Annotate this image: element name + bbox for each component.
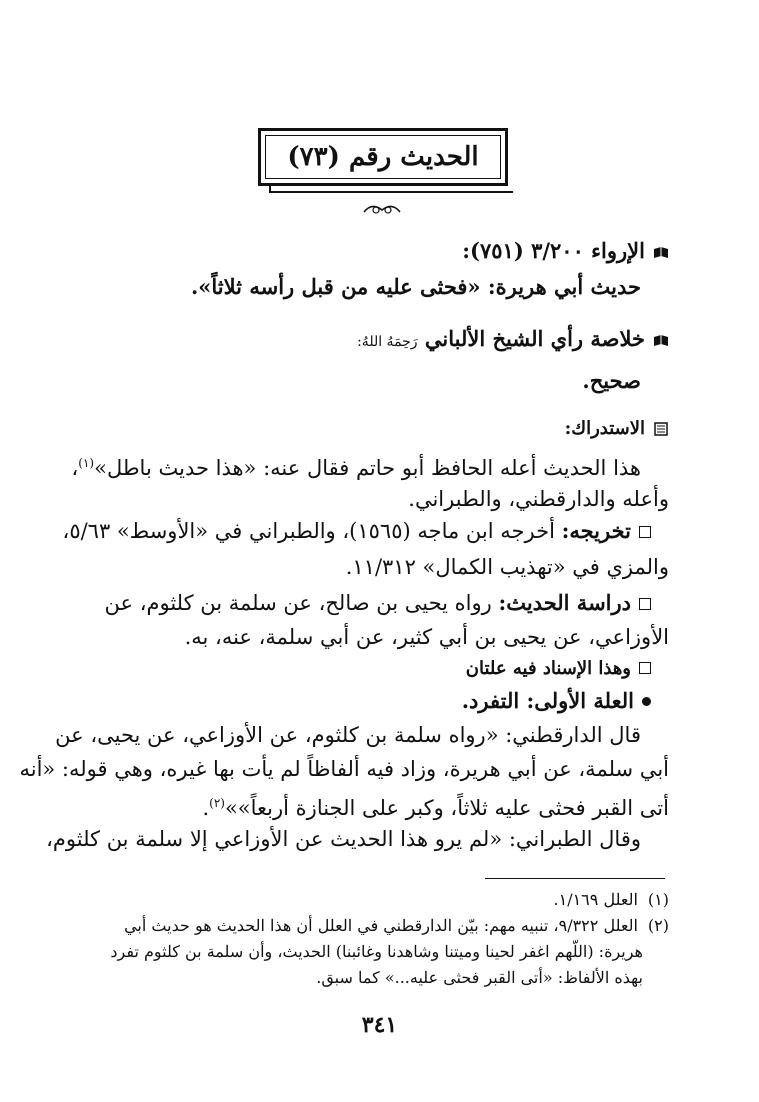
hadith-text: حديث أبي هريرة: «فحثى عليه من قبل رأسه ثلاثاً». <box>190 274 641 299</box>
body-line-12: أبي سلمة، عن أبي هريرة، وزاد فيه ألفاظاً لم يأت بها غيره، وهي قوله: «أنه <box>19 757 669 781</box>
dirasa-line <box>90 588 651 618</box>
ornament-icon <box>362 200 402 218</box>
istidrak-heading: الاستدراك: <box>564 418 645 439</box>
square-bullet-icon <box>639 598 651 610</box>
book-icon <box>653 246 669 260</box>
takhrij-label: تخريجه: <box>561 518 631 543</box>
body-line-2: وأعله والدارقطني، والطبراني. <box>408 487 669 511</box>
square-bullet-icon <box>639 662 651 674</box>
title-frame <box>258 128 508 186</box>
footnote-ref-1: (١) <box>78 456 95 470</box>
takhrij-line <box>62 516 651 546</box>
body-line-13: أتى القبر فحثى عليه ثلاثاً، وكبر على الجنازة أربعاً»»$^{(٢)}$. <box>202 796 669 820</box>
footnote-2-cont-2: بهذه الألفاظ: «أتى القبر فحثى عليه...» كما سبق. <box>316 968 643 987</box>
book-icon <box>653 334 669 348</box>
honorific: رَحِمَهُ اللهُ: <box>357 334 418 350</box>
footnote-separator <box>485 878 665 879</box>
summary-heading-line <box>90 324 669 357</box>
illa-line <box>90 686 651 716</box>
body-line-5: والمزي في «تهذيب الكمال» ١١/٣١٢. <box>345 555 669 579</box>
body-line-8: الأوزاعي، عن يحيى بن أبي كثير، عن أبي سلمة، عنه، به. <box>184 625 669 649</box>
body-line-1: هذا الحديث أعله الحافظ أبو حاتم فقال عنه: «هذا حديث باطل»$^{(١)}$، <box>71 456 641 480</box>
footnote-1: (١) العلل ١/١٦٩. <box>553 890 669 909</box>
dirasa-label: دراسة الحديث: <box>498 590 631 615</box>
footnote-ref-2: (٢) <box>209 796 225 810</box>
dot-bullet-icon <box>642 697 651 706</box>
page-title: الحديث رقم (٧٣) <box>287 142 479 172</box>
dirasa-text: رواه يحيى بن صالح، عن سلمة بن كلثوم، عن <box>104 591 492 615</box>
square-bullet-icon <box>639 526 651 538</box>
body-line-11: قال الدارقطني: «رواه سلمة بن كلثوم، عن الأوزاعي، عن يحيى، عن <box>55 723 641 747</box>
irwa-heading: الإرواء ٣/٢٠٠ (٧٥١): <box>462 238 645 263</box>
page-number: ٣٤١ <box>361 1012 398 1038</box>
isnad-heading: وهذا الإسناد فيه علتان <box>465 658 631 679</box>
footnote-2: (٢) العلل ٩/٣٢٢، تنبيه مهم: بيّن الدارقطني في العلل أن هذا الحديث هو حديث أبي <box>124 916 669 935</box>
takhrij-text: أخرجه ابن ماجه (١٥٦٥)، والطبراني في «الأوسط» ٥/٦٣، <box>62 519 555 543</box>
verdict: صحيح. <box>582 368 641 393</box>
summary-heading: خلاصة رأي الشيخ الألباني <box>424 326 645 351</box>
scroll-icon <box>653 422 669 436</box>
irwa-heading-line <box>90 236 669 266</box>
footnote-2-cont-1: هريرة: (اللّهم اغفر لحينا وميتنا وشاهدنا وغائبنا) الحديث، وأن سلمة بن كلثوم تفرد <box>110 942 643 961</box>
illa-heading: العلة الأولى: التفرد. <box>461 688 634 713</box>
body-line-14: وقال الطبراني: «لم يرو هذا الحديث عن الأوزاعي إلا سلمة بن كلثوم، <box>46 827 641 851</box>
isnad-line <box>90 654 651 684</box>
istidrak-heading-line <box>90 414 669 444</box>
